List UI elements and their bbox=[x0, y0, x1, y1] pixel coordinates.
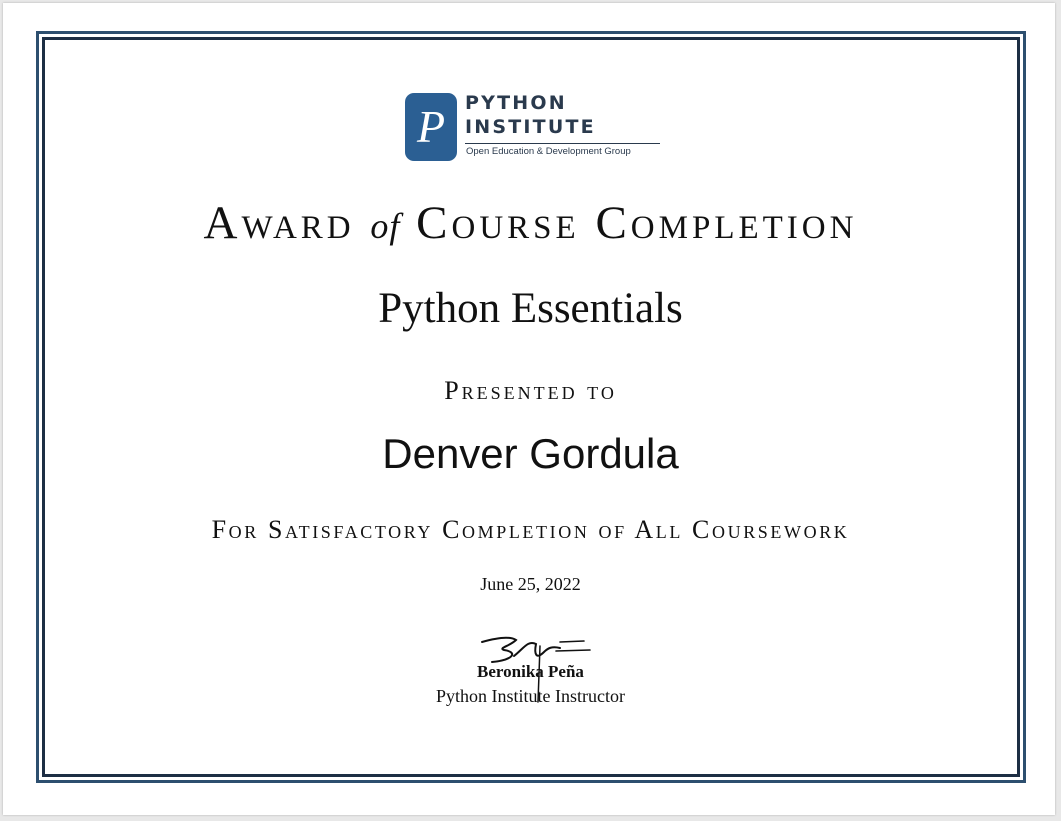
logo-mark-letter: P bbox=[416, 101, 446, 152]
logo-divider bbox=[465, 143, 660, 144]
award-date: June 25, 2022 bbox=[480, 574, 581, 594]
title-award: Award bbox=[203, 197, 355, 249]
logo-word-python: PYTHON bbox=[465, 92, 567, 114]
python-institute-logo-icon bbox=[405, 93, 457, 161]
completion-statement: For Satisfactory Completion of All Coursework bbox=[211, 515, 850, 544]
logo-tagline: Open Education & Development Group bbox=[466, 146, 631, 157]
certificate-title bbox=[0, 196, 1061, 250]
signatory-name: Beronika Peña bbox=[477, 662, 584, 681]
recipient-name: Denver Gordula bbox=[382, 430, 679, 477]
title-of: of bbox=[370, 206, 401, 246]
course-name: Python Essentials bbox=[378, 285, 683, 332]
title-course-completion: Course Completion bbox=[416, 197, 858, 249]
signatory-role: Python Institute Instructor bbox=[436, 686, 625, 706]
presented-to-label: Presented to bbox=[444, 376, 617, 405]
python-institute-logo bbox=[405, 93, 665, 163]
logo-word-institute: INSTITUTE bbox=[465, 116, 596, 138]
